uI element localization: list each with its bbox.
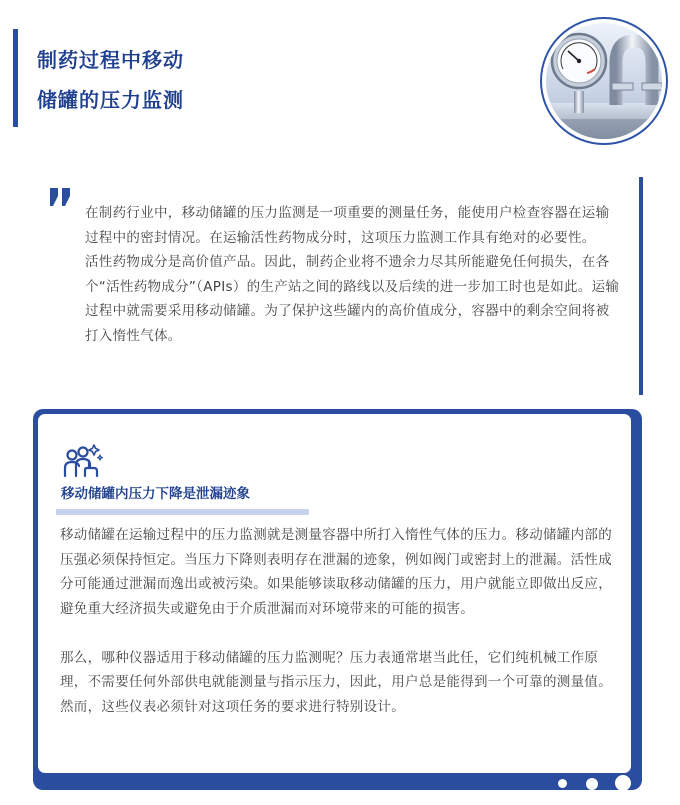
decorative-dot-small — [558, 779, 567, 788]
card-paragraph-1: 移动储罐在运输过程中的压力监测就是测量容器中所打入惰性气体的压力。移动储罐内部的压强必须保持恒定。当压力下降则表明存在泄漏的迹象，例如阀门或密封上的泄漏。活性成分可能通过泄漏而逸出或被污染。如果能够读取移动储罐的压力，用户就能立即做出反应，避免重大经济损失或避免由于介质泄漏而对环境带来的可能的损害。 — [60, 527, 612, 617]
card-text — [60, 523, 616, 744]
decorative-dot-large — [615, 775, 631, 791]
intro-paragraph-2: 活性药物成分是高价值产品。因此，制药企业将不遗余力尽其所能避免任何损失，在各个“活性药物成分”（APIs）的生产站之间的路线以及后续的进一步加工时也是如此。运输过程中就需要采用移动储罐。为了保护这些罐内的高价值成分，容器中的剩余空间将被打入惰性气体。 — [85, 254, 620, 344]
decorative-dot-medium — [586, 778, 598, 790]
heading-underline — [56, 509, 309, 515]
quote-side-rule — [639, 177, 643, 395]
quote-icon — [50, 188, 72, 206]
info-card-body — [38, 414, 631, 773]
page-title-line-2: 储罐的压力监测 — [37, 88, 184, 112]
intro-paragraph-1: 在制药行业中，移动储罐的压力监测是一项重要的测量任务，能使用户检查容器在运输过程中的密封情况。在运输活性药物成分时，这项压力监测工作具有绝对的必要性。 — [85, 205, 610, 246]
intro-text — [85, 201, 620, 348]
page-title-line-1: 制药过程中移动 — [37, 48, 184, 72]
title-accent-bar — [13, 29, 18, 127]
info-card — [33, 409, 642, 790]
card-paragraph-2: 那么，哪种仪器适用于移动储罐的压力监测呢？压力表通常堪当此任，它们纯机械工作原理，不需要任何外部供电就能测量与指示压力，因此，用户总是能得到一个可靠的测量值。然而，这些仪表必须针对这项任务的要求进行特别设计。 — [60, 649, 612, 715]
pressure-gauge-photo — [546, 23, 662, 139]
card-heading: 移动储罐内压力下降是泄漏迹象 — [61, 486, 250, 502]
people-sparkle-icon — [63, 442, 103, 482]
